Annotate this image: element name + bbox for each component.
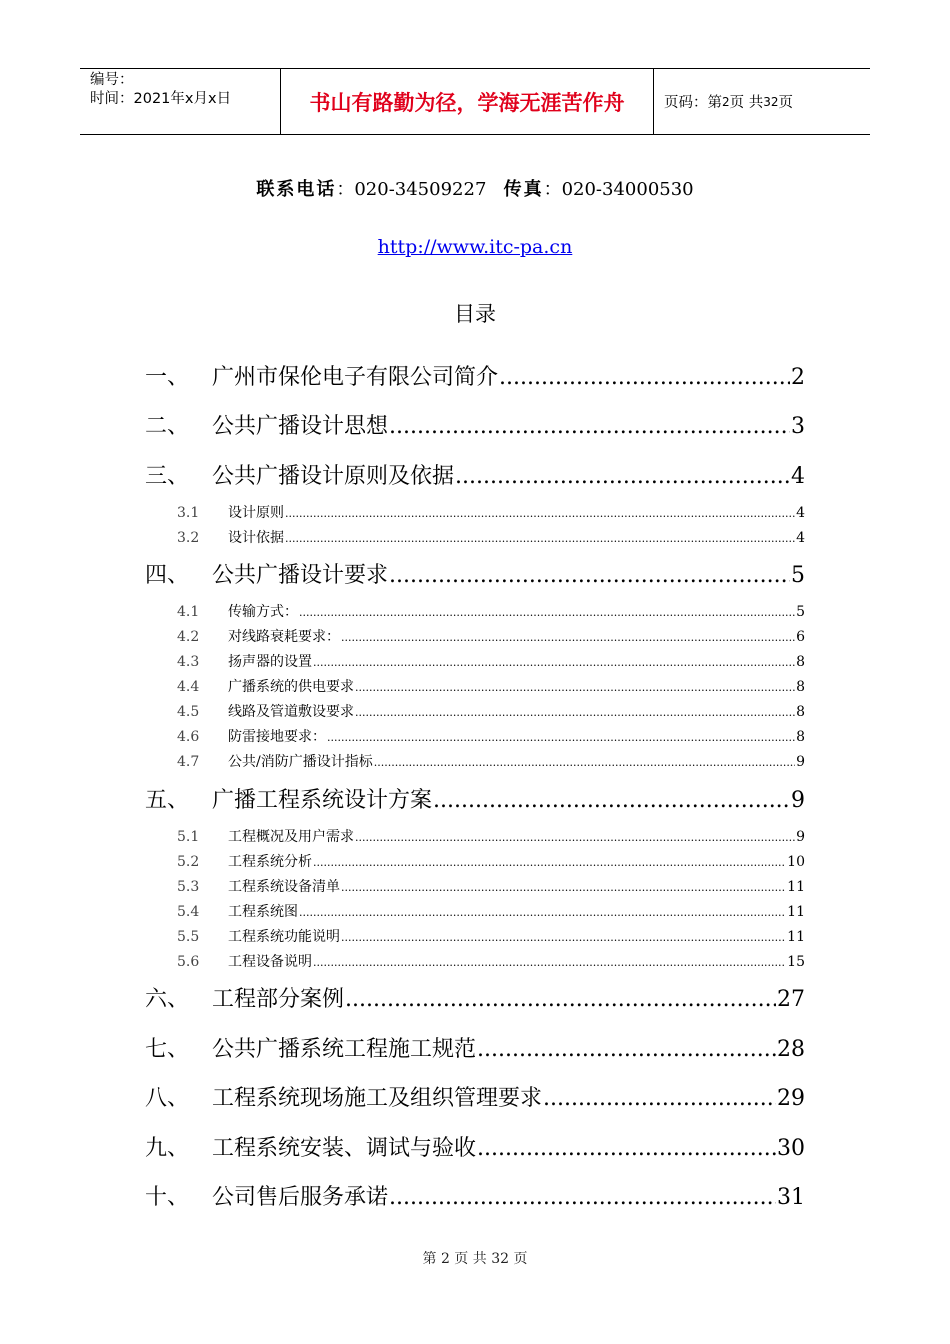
toc-subentry[interactable] <box>177 626 805 646</box>
toc-entry-number: 十、 <box>145 1185 190 1210</box>
toc-entry-page: 5 <box>796 604 805 620</box>
toc-entry[interactable] <box>145 409 805 439</box>
header-page-info <box>654 69 870 134</box>
toc-entry-title: 工程设备说明 <box>228 954 312 970</box>
toc-entry-number: 5.1 <box>177 829 200 845</box>
toc-entry-page: 6 <box>796 629 805 645</box>
toc-entry-page: 30 <box>777 1136 805 1161</box>
header-meta <box>80 69 281 134</box>
toc-entry-number: 四、 <box>145 563 190 588</box>
toc-entry-title: 工程概况及用户需求 <box>228 829 354 845</box>
page-number: 2 <box>722 94 730 109</box>
toc-entry-number: 五、 <box>145 788 190 813</box>
toc-entry-number: 4.2 <box>177 629 200 645</box>
toc-entry-number: 八、 <box>145 1086 190 1111</box>
toc-entry-page: 4 <box>796 530 805 546</box>
toc-entry-page: 9 <box>791 788 805 813</box>
toc-entry[interactable] <box>145 1081 805 1111</box>
toc-entry-page: 4 <box>796 505 805 521</box>
toc-title: 目录 <box>454 302 496 326</box>
toc-entry-number: 九、 <box>145 1136 190 1161</box>
page-total: 32 <box>763 94 779 109</box>
toc-entry-page: 28 <box>777 1037 805 1062</box>
toc-entry-number: 4.4 <box>177 679 200 695</box>
page-footer: 第 2 页 共 32 页 <box>422 1251 528 1267</box>
toc-entry-title: 公共广播设计思想 <box>212 414 389 439</box>
page-mid: 页 共 <box>729 95 764 111</box>
toc-entry-title: 防雷接地要求： <box>228 729 326 745</box>
toc-entry[interactable] <box>145 558 805 588</box>
toc-subentry[interactable] <box>177 502 805 522</box>
toc-entry[interactable] <box>145 783 805 813</box>
toc-entry-title: 工程系统现场施工及组织管理要求 <box>212 1086 543 1111</box>
toc-entry-number: 4.1 <box>177 604 200 620</box>
toc-entry-number: 一、 <box>145 365 190 390</box>
toc-entry-title: 公共广播系统工程施工规范 <box>212 1037 477 1062</box>
toc-entry-title: 传输方式： <box>228 604 298 620</box>
toc-entry-title: 设计依据 <box>228 530 284 546</box>
toc-entry-number: 5.2 <box>177 854 200 870</box>
toc-subentry[interactable] <box>177 726 805 746</box>
contact-line <box>0 175 950 201</box>
toc-subentry[interactable] <box>177 876 805 896</box>
toc-entry-page: 31 <box>777 1185 805 1210</box>
toc-entry-number: 三、 <box>145 464 190 489</box>
toc-entry-title: 工程系统图 <box>228 904 298 920</box>
toc-entry-number: 3.1 <box>177 505 200 521</box>
toc-entry-title: 广州市保伦电子有限公司简介 <box>212 365 499 390</box>
toc-entry-title: 公司售后服务承诺 <box>212 1185 389 1210</box>
toc-entry-page: 15 <box>787 954 805 970</box>
toc-subentry[interactable] <box>177 676 805 696</box>
toc-entry-page: 9 <box>796 754 805 770</box>
toc-entry-page: 8 <box>796 729 805 745</box>
toc-entry-number: 4.7 <box>177 754 200 770</box>
toc-entry-page: 10 <box>787 854 805 870</box>
toc-entry-number: 六、 <box>145 987 190 1012</box>
toc-entry-page: 11 <box>787 904 805 920</box>
website-link[interactable]: http://www.itc-pa.cn <box>377 236 573 258</box>
toc-entry-title: 线路及管道敷设要求 <box>228 704 354 720</box>
toc-entry-number: 七、 <box>145 1037 190 1062</box>
toc-entry[interactable] <box>145 1131 805 1161</box>
toc-entry-title: 公共/消防广播设计指标 <box>228 754 373 770</box>
toc-entry-page: 3 <box>791 414 805 439</box>
toc-entry-page: 8 <box>796 679 805 695</box>
toc-entry-number: 4.3 <box>177 654 200 670</box>
phone-label: 联系电话 <box>256 179 337 200</box>
toc-subentry[interactable] <box>177 651 805 671</box>
toc-entry-page: 9 <box>796 829 805 845</box>
toc-entry-page: 8 <box>796 704 805 720</box>
page-suffix: 页 <box>778 95 794 111</box>
toc-entry-title: 广播工程系统设计方案 <box>212 788 433 813</box>
toc-entry-page: 8 <box>796 654 805 670</box>
toc-subentry[interactable] <box>177 826 805 846</box>
toc-entry-title: 公共广播设计要求 <box>212 563 389 588</box>
toc-entry-number: 4.5 <box>177 704 200 720</box>
toc-entry-title: 公共广播设计原则及依据 <box>212 464 455 489</box>
toc-entry[interactable] <box>145 1180 805 1210</box>
toc-entry[interactable] <box>145 459 805 489</box>
toc-entry[interactable] <box>145 360 805 390</box>
toc-entry-page: 4 <box>791 464 805 489</box>
toc-subentry[interactable] <box>177 926 805 946</box>
toc-entry-page: 27 <box>777 987 805 1012</box>
phone-number: ：020-34509227 <box>336 179 487 200</box>
toc-subentry[interactable] <box>177 701 805 721</box>
number-label: 编号： <box>90 72 134 88</box>
toc-subentry[interactable] <box>177 527 805 547</box>
toc-entry-title: 工程系统设备清单 <box>228 879 340 895</box>
toc-entry-title: 扬声器的设置 <box>228 654 312 670</box>
toc-entry-number: 5.5 <box>177 929 200 945</box>
toc-entry-page: 11 <box>787 929 805 945</box>
toc-entry-title: 设计原则 <box>228 505 284 521</box>
header-motto: 书山有路勤为径，学海无涯苦作舟 <box>281 69 654 134</box>
toc-entry-title: 工程部分案例 <box>212 987 345 1012</box>
toc-entry-page: 2 <box>791 365 805 390</box>
toc-entry-title: 工程系统安装、调试与验收 <box>212 1136 477 1161</box>
website-line <box>0 236 950 258</box>
toc-entry-number: 5.4 <box>177 904 200 920</box>
time-label: 时间：2021年x月x日 <box>90 91 232 107</box>
toc-entry-number: 5.6 <box>177 954 200 970</box>
toc-subentry[interactable] <box>177 901 805 921</box>
toc-subentry[interactable] <box>177 851 805 871</box>
toc-entry[interactable] <box>145 1032 805 1062</box>
page-prefix: 页码：第 <box>664 95 722 111</box>
fax-label: 传真 <box>503 179 544 200</box>
toc-subentry[interactable] <box>177 751 805 771</box>
toc-entry-page: 29 <box>777 1086 805 1111</box>
toc-entry-number: 二、 <box>145 414 190 439</box>
toc-entry-title: 对线路衰耗要求： <box>228 629 340 645</box>
page-header <box>80 68 870 135</box>
toc-entry-page: 5 <box>791 563 805 588</box>
toc-entry-title: 工程系统分析 <box>228 854 312 870</box>
toc-subentry[interactable] <box>177 951 805 971</box>
toc-entry-number: 4.6 <box>177 729 200 745</box>
toc-entry-page: 11 <box>787 879 805 895</box>
toc-entry-number: 3.2 <box>177 530 200 546</box>
fax-number: ：020-34000530 <box>543 179 694 200</box>
toc-entry-title: 广播系统的供电要求 <box>228 679 354 695</box>
toc-entry-number: 5.3 <box>177 879 200 895</box>
toc-subentry[interactable] <box>177 601 805 621</box>
toc-entry[interactable] <box>145 982 805 1012</box>
toc-entry-title: 工程系统功能说明 <box>228 929 340 945</box>
